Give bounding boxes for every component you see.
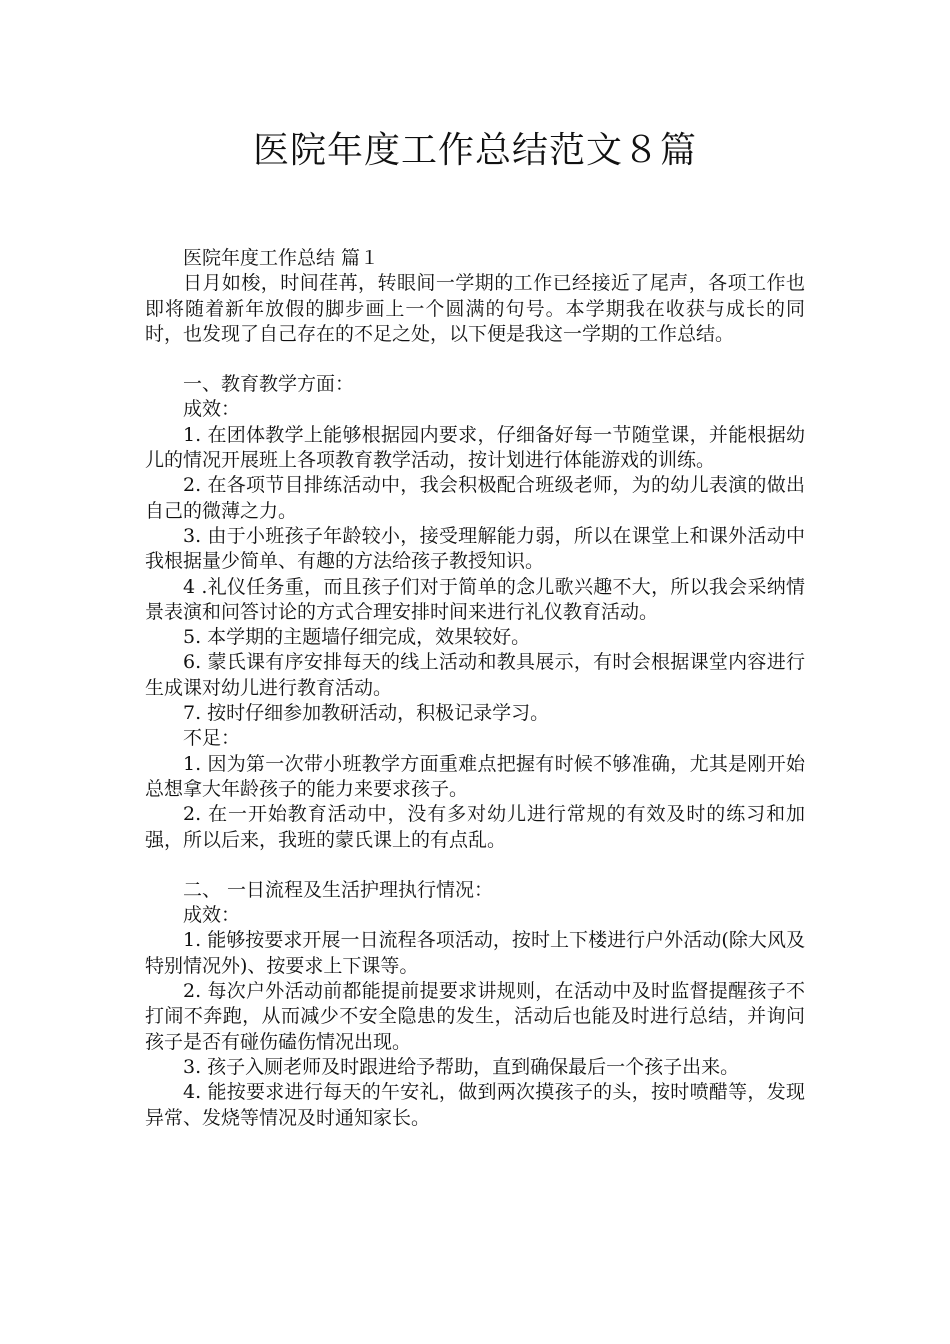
list-item: 6. 蒙氏课有序安排每天的线上活动和教具展示，有时会根据课堂内容进行生成课对幼儿进行教育活动。 [145,651,805,699]
document-title: 医院年度工作总结范文８篇 [252,130,697,171]
list-item: 1. 在团体教学上能够根据园内要求，仔细备好每一节随堂课，并能根据幼儿的情况开展班上各项教育教学活动，按计划进行体能游戏的训练。 [145,423,805,472]
list-item: 7. 按时仔细参加教研活动，积极记录学习。 [183,702,550,725]
list-item: 4. 能按要求进行每天的午安礼，做到两次摸孩子的头，按时喷醋等，发现异常、发烧等情况及时通知家长。 [145,1081,805,1129]
document-body [145,246,805,1131]
spacer [145,853,805,878]
part2-heading: 二、 一日流程及生活护理执行情况： [183,878,494,901]
spacer [145,347,805,372]
part1-heading: 一、教育教学方面： [183,373,355,396]
list-item: 1. 因为第一次带小班教学方面重难点把握有时候不够准确，尤其是刚开始总想拿大年龄孩子的能力来要求孩子。 [145,752,805,800]
list-item: 3. 孩子入厕老师及时跟进给予帮助，直到确保最后一个孩子出来。 [183,1055,740,1078]
list-item: 2. 在各项节目排练活动中，我会积极配合班级老师，为的幼儿表演的做出自己的微薄之力。 [145,474,805,522]
list-item: 4 .礼仪任务重，而且孩子们对于简单的念儿歌兴趣不大，所以我会采纳情景表演和问答讨论的方式合理安排时间来进行礼仪教育活动。 [145,575,805,623]
intro-paragraph: 日月如梭，时间荏苒，转眼间一学期的工作已经接近了尾声，各项工作也即将随着新年放假的脚步画上一个圆满的句号。本学期我在收获与成长的同时，也发现了自己存在的不足之处，以下便是我这一学期的工作总结。 [145,272,805,345]
list-item: 5. 本学期的主题墙仔细完成，效果较好。 [183,626,531,649]
part2-achievements-label: 成效： [183,904,241,927]
list-item: 1. 能够按要求开展一日流程各项活动，按时上下楼进行户外活动(除大风及特别情况外)、按要求上下课等。 [145,929,805,977]
section-heading: 医院年度工作总结 篇１ [183,247,380,269]
list-item: 3. 由于小班孩子年龄较小，接受理解能力弱，所以在课堂上和课外活动中我根据量少简单、有趣的方法给孩子教授知识。 [145,524,805,573]
part1-achievements-label: 成效： [183,398,241,421]
part1-shortcomings-label: 不足： [183,727,241,750]
list-item: 2. 每次户外活动前都能提前提要求讲规则，在活动中及时监督提醒孩子不打闹不奔跑，从而减少不安全隐患的发生，活动后也能及时进行总结，并询问孩子是否有碰伤磕伤情况出现。 [145,980,805,1053]
list-item: 2. 在一开始教育活动中，没有多对幼儿进行常规的有效及时的练习和加强，所以后来，我班的蒙氏课上的有点乱。 [145,803,805,851]
